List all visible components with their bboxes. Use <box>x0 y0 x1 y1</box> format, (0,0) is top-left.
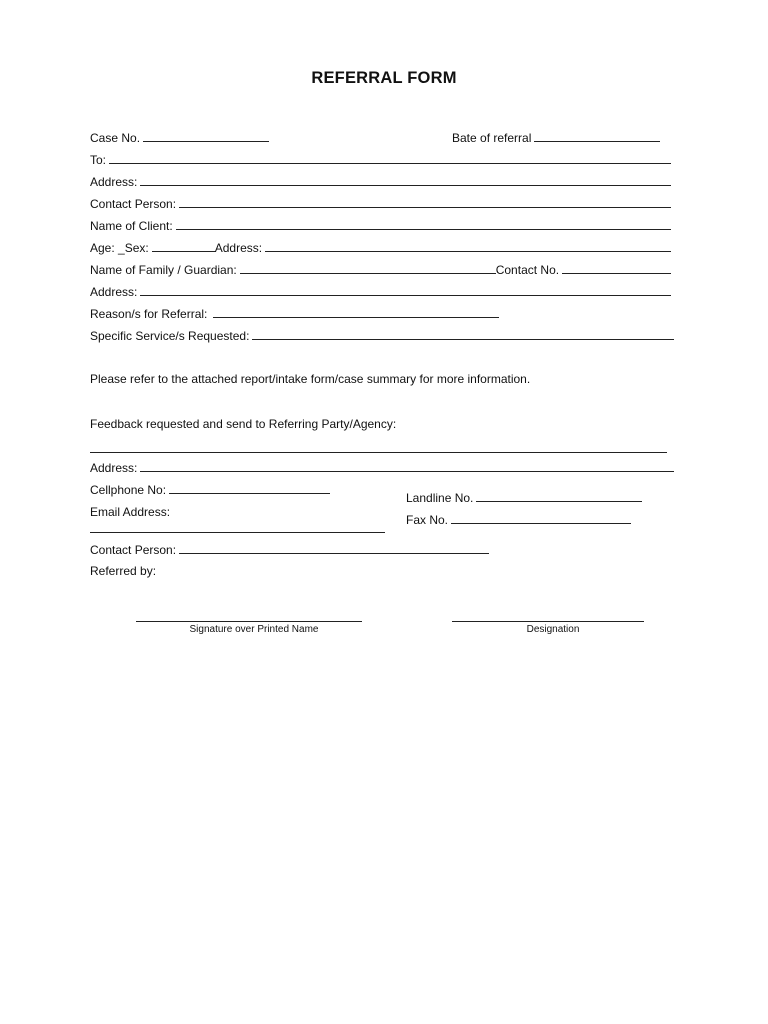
email-field[interactable] <box>90 532 385 533</box>
cellphone-field[interactable] <box>169 482 330 494</box>
sex-label: Sex: <box>124 241 149 255</box>
case-no-field[interactable] <box>143 130 269 142</box>
guardian-address-field[interactable] <box>140 284 671 296</box>
services-row <box>90 328 674 344</box>
reason-row <box>90 306 499 322</box>
designation-line[interactable] <box>452 621 644 622</box>
feedback-blank-line[interactable] <box>90 452 667 453</box>
signature-line[interactable] <box>136 621 362 622</box>
refer-note: Please refer to the attached report/intake form/case summary for more information. <box>90 372 531 386</box>
case-no-row <box>90 130 269 146</box>
feedback-note: Feedback requested and send to Referring Party/Agency: <box>90 417 397 431</box>
cellphone-label: Cellphone No: <box>90 483 167 497</box>
client-name-label: Name of Client: <box>90 219 173 233</box>
guardian-field[interactable] <box>240 262 496 274</box>
contact-person-field[interactable] <box>179 196 671 208</box>
contact-person-label: Contact Person: <box>90 197 177 211</box>
date-of-referral-field[interactable] <box>534 130 660 142</box>
case-no-label: Case No. <box>90 131 141 145</box>
feedback-contact-person-label: Contact Person: <box>90 543 177 557</box>
client-address-field[interactable] <box>265 240 671 252</box>
date-of-referral-row <box>452 130 660 146</box>
cellphone-row <box>90 482 330 498</box>
designation-caption: Designation <box>526 624 580 635</box>
to-field[interactable] <box>109 152 671 164</box>
landline-row <box>406 490 642 506</box>
address-field[interactable] <box>140 174 671 186</box>
fax-label: Fax No. <box>406 513 449 527</box>
client-name-row <box>90 218 671 234</box>
to-row <box>90 152 671 168</box>
feedback-address-label: Address: <box>90 461 138 475</box>
contact-no-label: Contact No. <box>495 263 560 277</box>
feedback-contact-person-row <box>90 542 489 558</box>
landline-field[interactable] <box>476 490 642 502</box>
feedback-address-row <box>90 460 674 476</box>
address-label: Address: <box>90 175 138 189</box>
contact-person-row <box>90 196 671 212</box>
to-label: To: <box>90 153 107 167</box>
services-label: Specific Service/s Requested: <box>90 329 250 343</box>
client-address-label: Address: <box>214 241 263 255</box>
sex-field[interactable] <box>152 240 215 252</box>
date-of-referral-label: Bate of referral <box>452 131 532 145</box>
guardian-address-row <box>90 284 671 300</box>
guardian-row <box>90 262 671 278</box>
email-label: Email Address: <box>90 505 171 519</box>
services-field[interactable] <box>252 328 674 340</box>
feedback-contact-person-field[interactable] <box>179 542 489 554</box>
landline-label: Landline No. <box>406 491 474 505</box>
guardian-address-label: Address: <box>90 285 138 299</box>
signature-caption: Signature over Printed Name <box>189 624 319 635</box>
age-sex-address-row <box>90 240 671 256</box>
fax-row <box>406 512 631 528</box>
guardian-label: Name of Family / Guardian: <box>90 263 237 277</box>
fax-field[interactable] <box>451 512 631 524</box>
contact-no-field[interactable] <box>562 262 671 274</box>
client-name-field[interactable] <box>176 218 671 230</box>
referred-by-label: Referred by: <box>90 564 157 578</box>
feedback-address-field[interactable] <box>140 460 674 472</box>
reason-field[interactable] <box>213 306 499 318</box>
age-label: Age: _ <box>90 241 125 255</box>
address-row <box>90 174 671 190</box>
reason-label: Reason/s for Referral: <box>90 307 208 321</box>
form-title: REFERRAL FORM <box>311 69 457 87</box>
